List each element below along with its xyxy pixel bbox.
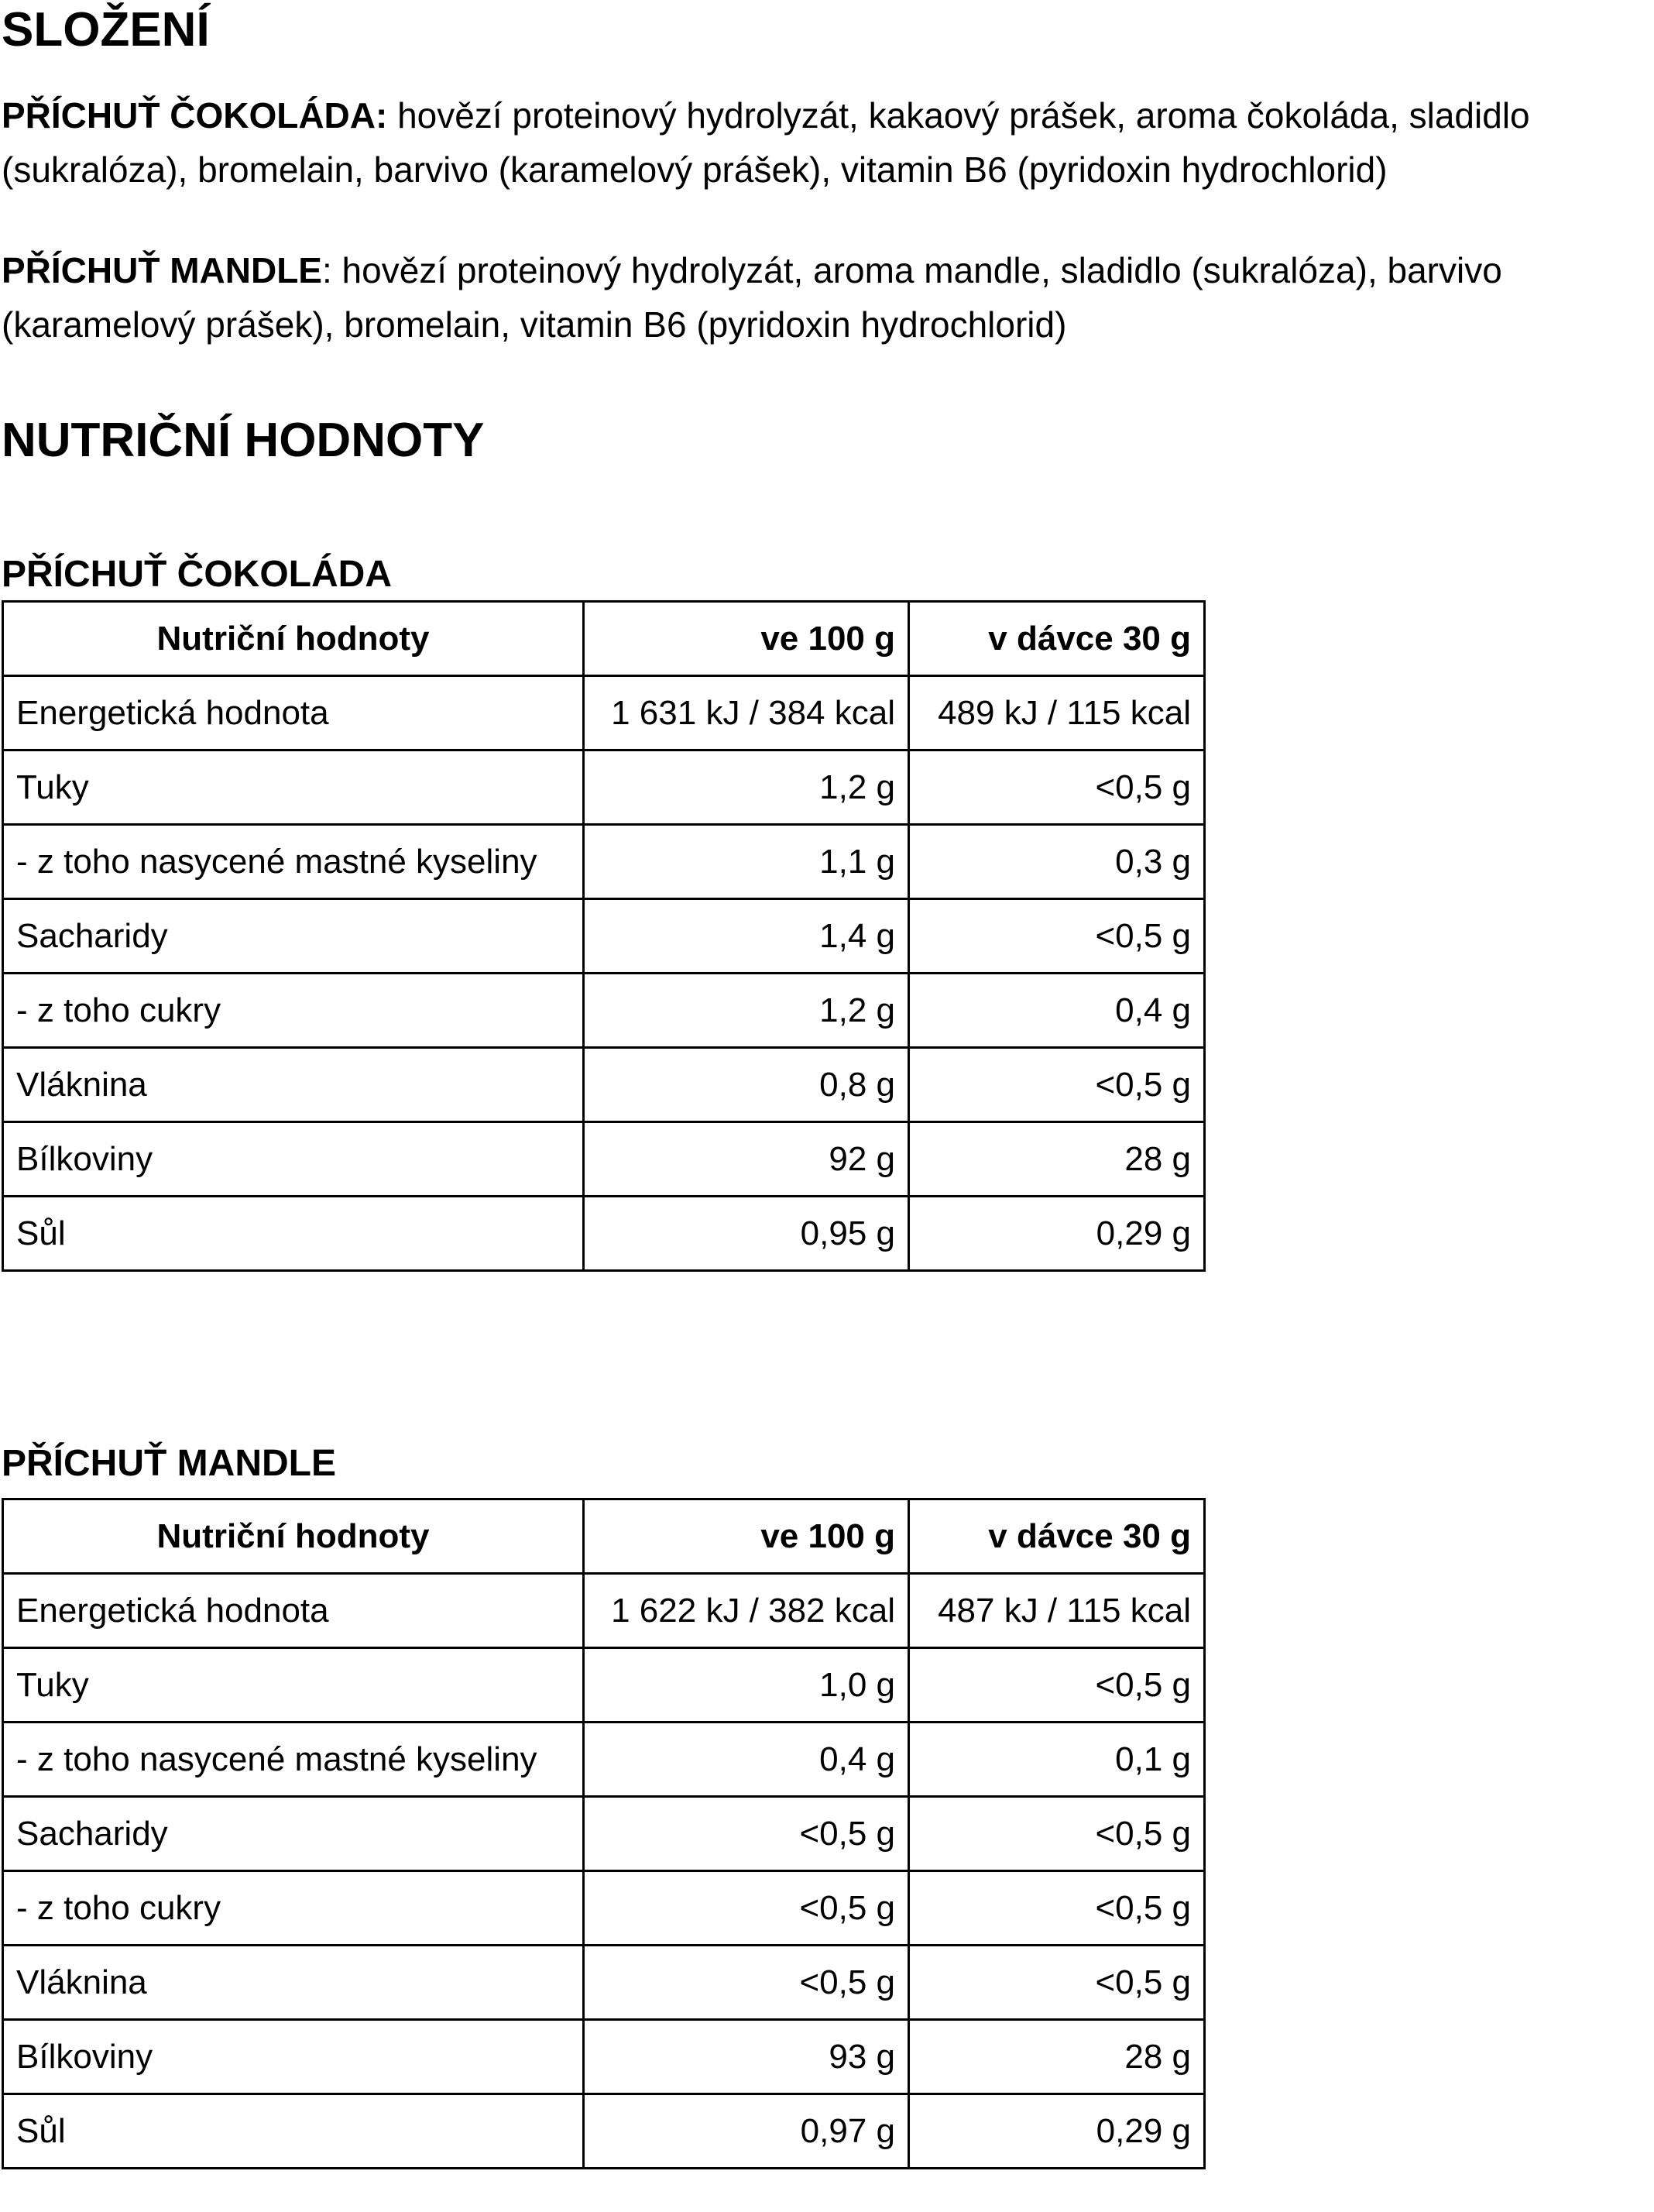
nutrient-label: Energetická hodnota <box>3 676 584 750</box>
ingredients-almond <box>2 243 1652 352</box>
value-per-100g: 1,1 g <box>584 825 909 899</box>
nutrient-label: Energetická hodnota <box>3 1574 584 1648</box>
nutrient-label: Sacharidy <box>3 1797 584 1871</box>
header-cell: v dávce 30 g <box>909 602 1205 676</box>
nutrition-table-chocolate <box>2 600 1206 1272</box>
value-per-serving: <0,5 g <box>909 1048 1205 1122</box>
table-row <box>3 899 1205 974</box>
value-per-serving: 28 g <box>909 2020 1205 2094</box>
value-per-serving: <0,5 g <box>909 1871 1205 1946</box>
nutrient-label: Sůl <box>3 2094 584 2169</box>
ingredients-chocolate <box>2 88 1652 197</box>
value-per-serving: 489 kJ / 115 kcal <box>909 676 1205 750</box>
value-per-serving: 28 g <box>909 1122 1205 1197</box>
table-header-row <box>3 1499 1205 1574</box>
table-row <box>3 1048 1205 1122</box>
nutrient-label: - z toho cukry <box>3 1871 584 1946</box>
value-per-100g: 92 g <box>584 1122 909 1197</box>
table-row <box>3 1946 1205 2020</box>
nutrient-label: Bílkoviny <box>3 1122 584 1197</box>
value-per-100g: 0,8 g <box>584 1048 909 1122</box>
value-per-100g: 1 622 kJ / 382 kcal <box>584 1574 909 1648</box>
nutrient-label: Tuky <box>3 1648 584 1723</box>
value-per-serving: <0,5 g <box>909 1946 1205 2020</box>
value-per-100g: <0,5 g <box>584 1871 909 1946</box>
value-per-serving: <0,5 g <box>909 899 1205 974</box>
value-per-serving: <0,5 g <box>909 1648 1205 1723</box>
nutrition-table-almond <box>2 1498 1206 2169</box>
value-per-100g: 93 g <box>584 2020 909 2094</box>
value-per-serving: <0,5 g <box>909 750 1205 825</box>
value-per-serving: 0,29 g <box>909 2094 1205 2169</box>
table-row <box>3 676 1205 750</box>
table-row <box>3 1574 1205 1648</box>
value-per-serving: 0,1 g <box>909 1723 1205 1797</box>
nutrient-label: Vláknina <box>3 1946 584 2020</box>
value-per-100g: 0,97 g <box>584 2094 909 2169</box>
table-title-almond: PŘÍCHUŤ MANDLE <box>2 1443 336 1484</box>
flavor-label-chocolate: PŘÍCHUŤ ČOKOLÁDA: <box>2 95 388 136</box>
value-per-serving: 0,29 g <box>909 1197 1205 1271</box>
table-title-chocolate: PŘÍCHUŤ ČOKOLÁDA <box>2 554 392 595</box>
composition-title: SLOŽENÍ <box>2 3 210 57</box>
table-row <box>3 2020 1205 2094</box>
nutrient-label: Bílkoviny <box>3 2020 584 2094</box>
value-per-100g: 1,2 g <box>584 974 909 1048</box>
value-per-serving: 0,4 g <box>909 974 1205 1048</box>
nutrient-label: Sůl <box>3 1197 584 1271</box>
nutrient-label: - z toho nasycené mastné kyseliny <box>3 1723 584 1797</box>
header-cell: Nutriční hodnoty <box>3 1499 584 1574</box>
nutrient-label: Vláknina <box>3 1048 584 1122</box>
table-row <box>3 1871 1205 1946</box>
header-cell: Nutriční hodnoty <box>3 602 584 676</box>
value-per-serving: 0,3 g <box>909 825 1205 899</box>
value-per-100g: 0,4 g <box>584 1723 909 1797</box>
header-cell: v dávce 30 g <box>909 1499 1205 1574</box>
header-cell: ve 100 g <box>584 1499 909 1574</box>
nutrient-label: - z toho nasycené mastné kyseliny <box>3 825 584 899</box>
value-per-100g: 1,4 g <box>584 899 909 974</box>
table-row <box>3 825 1205 899</box>
value-per-100g: 1,2 g <box>584 750 909 825</box>
table-row <box>3 1122 1205 1197</box>
nutrient-label: - z toho cukry <box>3 974 584 1048</box>
value-per-100g: 1 631 kJ / 384 kcal <box>584 676 909 750</box>
nutrient-label: Tuky <box>3 750 584 825</box>
ingredients-text-almond: : hovězí proteinový hydrolyzát, aroma mandle, sladidlo (sukralóza), barvivo (karamelový prášek), bromelain, vitamin B6 (pyridoxin hydrochlorid) <box>2 250 1502 345</box>
value-per-100g: 1,0 g <box>584 1648 909 1723</box>
table-row <box>3 2094 1205 2169</box>
nutrition-title: NUTRIČNÍ HODNOTY <box>2 414 485 467</box>
header-cell: ve 100 g <box>584 602 909 676</box>
table-row <box>3 1197 1205 1271</box>
table-row <box>3 1723 1205 1797</box>
table-row <box>3 1648 1205 1723</box>
value-per-100g: 0,95 g <box>584 1197 909 1271</box>
value-per-100g: <0,5 g <box>584 1946 909 2020</box>
table-row <box>3 1797 1205 1871</box>
value-per-serving: 487 kJ / 115 kcal <box>909 1574 1205 1648</box>
value-per-100g: <0,5 g <box>584 1797 909 1871</box>
flavor-label-almond: PŘÍCHUŤ MANDLE <box>2 250 322 290</box>
table-row <box>3 750 1205 825</box>
nutrient-label: Sacharidy <box>3 899 584 974</box>
table-row <box>3 974 1205 1048</box>
ingredients-text-chocolate: hovězí proteinový hydrolyzát, kakaový prášek, aroma čokoláda, sladidlo (sukralóza), bromelain, barvivo (karamelový prášek), vitamin B6 (pyridoxin hydrochlorid) <box>2 95 1530 190</box>
value-per-serving: <0,5 g <box>909 1797 1205 1871</box>
table-header-row <box>3 602 1205 676</box>
